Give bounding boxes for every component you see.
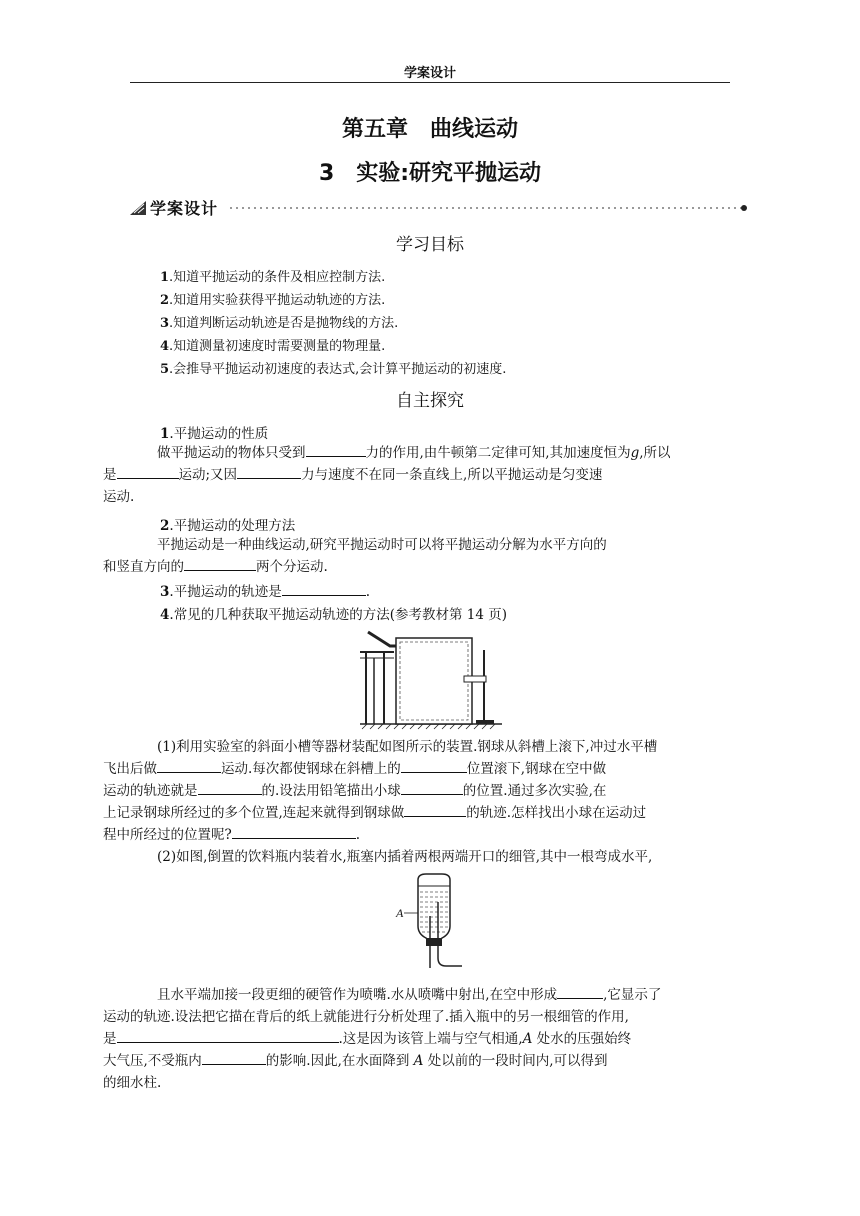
section-2-paragraph [103, 534, 730, 578]
method-2-paragraph [130, 846, 730, 868]
symbol-g: g [630, 445, 640, 461]
objective-num: 4 [160, 339, 170, 354]
fill-blank[interactable] [282, 581, 366, 596]
text: (2)如图,倒置的饮料瓶内装着水,瓶塞内插着两根两端开口的细管,其中一根弯成水平, [157, 849, 653, 865]
text: 飞出后做 [103, 761, 157, 777]
text: 的影响.因此,在水面降到 [265, 1053, 414, 1069]
text: 程中所经过的位置呢? [103, 827, 232, 843]
objective-item [160, 312, 398, 331]
objective-num: 1 [160, 270, 170, 285]
text: 和竖直方向的 [103, 559, 184, 575]
section-4-heading [160, 603, 507, 623]
objectives-heading: 学习目标 [396, 235, 464, 255]
text: 处水的压强始终 [532, 1031, 632, 1047]
text: 运动;又因 [178, 467, 238, 483]
text: .这是因为该管上端与空气相通, [338, 1031, 523, 1047]
objective-text: .会推导平抛运动初速度的表达式,会计算平抛运动的初速度. [169, 362, 507, 377]
objective-item [160, 289, 385, 308]
text: 且水平端加接一段更细的硬管作为喷嘴.水从喷嘴中射出,在空中形成 [157, 987, 558, 1003]
section-num: 4 [160, 607, 170, 623]
objective-text: .知道用实验获得平抛运动轨迹的方法. [169, 293, 386, 308]
page-header: 学案设计 [403, 66, 456, 81]
objective-num: 5 [160, 362, 170, 377]
section-num: 3 [160, 584, 170, 600]
text: 大气压,不受瓶内 [103, 1053, 202, 1069]
text: 运动.每次都使钢球在斜槽上的 [221, 761, 401, 777]
section-num: 2 [160, 518, 170, 534]
banner-dotted-rule [230, 205, 750, 211]
text: (1)利用实验室的斜面小槽等器材装配如图所示的装置.钢球从斜槽上滚下,冲过水平槽 [157, 739, 658, 755]
method-1-paragraph [103, 736, 730, 846]
objective-item [160, 266, 385, 285]
section-1-paragraph [103, 442, 730, 508]
symbol-a: A [522, 1031, 533, 1047]
text: 位置滚下,钢球在空中做 [466, 761, 607, 777]
text: 的细水柱. [103, 1075, 162, 1091]
objective-num: 2 [160, 293, 170, 308]
fill-blank[interactable] [117, 464, 179, 479]
section-num: 1 [160, 426, 170, 442]
fill-blank[interactable] [184, 556, 256, 571]
fill-blank[interactable] [157, 758, 221, 773]
objective-text: .知道测量初速度时需要测量的物理量. [169, 339, 386, 354]
slope-groove-apparatus-figure [356, 628, 506, 730]
bottle-label-a: A [396, 906, 404, 920]
text: 运动的轨迹就是 [103, 783, 198, 799]
text: 的位置.通过多次实验,在 [462, 783, 607, 799]
objective-text: .知道平抛运动的条件及相应控制方法. [169, 270, 386, 285]
explore-heading: 自主探究 [396, 391, 464, 411]
text: 运动的轨迹.设法把它描在背后的纸上就能进行分析处理了.插入瓶中的另一根细管的作用, [103, 1009, 629, 1025]
text: . [355, 827, 361, 843]
section-banner [130, 196, 750, 218]
text: 的轨迹.怎样找出小球在运动过 [466, 805, 647, 821]
fill-blank[interactable] [198, 780, 262, 795]
fill-blank[interactable] [237, 464, 301, 479]
fill-blank[interactable] [404, 802, 466, 817]
symbol-a: A [413, 1053, 424, 1069]
section-title: 3 实验:研究平抛运动 [318, 161, 542, 186]
method-2-continued-paragraph [103, 984, 730, 1094]
fill-blank[interactable] [401, 780, 463, 795]
text: 运动. [103, 489, 135, 505]
section-2-heading [160, 514, 295, 534]
text: 两个分运动. [256, 559, 328, 575]
text: 是 [103, 1031, 117, 1047]
fill-blank[interactable] [202, 1050, 266, 1065]
fill-blank[interactable] [232, 824, 356, 839]
objective-item [160, 358, 506, 377]
text: 是 [103, 467, 117, 483]
text: 平抛运动是一种曲线运动,研究平抛运动时可以将平抛运动分解为水平方向的 [157, 537, 607, 553]
text: 处以前的一段时间内,可以得到 [423, 1053, 608, 1069]
text: 力与速度不在同一条直线上,所以平抛运动是匀变速 [301, 467, 603, 483]
objective-item [160, 335, 385, 354]
text: ,它显示了 [603, 987, 662, 1003]
fill-blank[interactable] [401, 758, 467, 773]
text: 做平抛运动的物体只受到 [157, 445, 306, 461]
section-head-text: .平抛运动的轨迹是 [169, 584, 282, 600]
objective-num: 3 [160, 316, 170, 331]
fill-blank[interactable] [117, 1028, 339, 1043]
banner-label: 学案设计 [150, 199, 219, 218]
objective-text: .知道判断运动轨迹是否是抛物线的方法. [169, 316, 399, 331]
section-1-heading [160, 422, 268, 442]
section-head-text: .平抛运动的性质 [169, 426, 269, 442]
fill-blank[interactable] [306, 442, 366, 457]
section-head-text: .平抛运动的处理方法 [169, 518, 296, 534]
text: ,所以 [639, 445, 671, 461]
text: . [365, 584, 370, 600]
text: 上记录钢球所经过的多个位置,连起来就得到钢球做 [103, 805, 405, 821]
section-3-heading [160, 580, 370, 600]
text: 力的作用,由牛顿第二定律可知,其加速度恒为 [365, 445, 631, 461]
text: 的.设法用铅笔描出小球 [261, 783, 401, 799]
inverted-bottle-figure [392, 872, 466, 980]
header-rule [130, 82, 730, 83]
chapter-title: 第五章 曲线运动 [341, 117, 518, 142]
banner-triangle-icon [130, 199, 148, 215]
fill-blank[interactable] [557, 984, 603, 999]
section-head-text: .常见的几种获取平抛运动轨迹的方法(参考教材第 14 页) [169, 607, 507, 623]
